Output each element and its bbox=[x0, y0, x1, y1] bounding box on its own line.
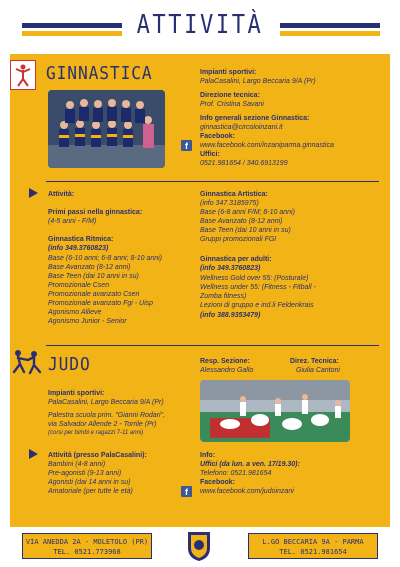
ginnastica-logo bbox=[10, 60, 36, 90]
judo-attivita-list bbox=[48, 460, 133, 496]
ginnastica-info-label: Info generali sezione Ginnastica: bbox=[200, 115, 310, 122]
ginnastica-facebook-label: Facebook: bbox=[200, 133, 236, 140]
ginnastica-adulti-info: (info 349.3760823) bbox=[200, 265, 261, 272]
ginnastica-attivita-label: Attività: bbox=[48, 191, 75, 198]
arrow-right-icon bbox=[29, 188, 38, 198]
ginnastica-artistica-list bbox=[200, 199, 295, 244]
ginnastica-divider bbox=[46, 181, 379, 182]
list-item: Gruppi promozionali FGI bbox=[200, 236, 277, 243]
footer-phone: TEL. 0521.981654 bbox=[279, 548, 347, 556]
list-item: Base Teen (dai 10 anni in su) bbox=[200, 227, 291, 234]
gymnast-icon bbox=[11, 61, 35, 89]
list-item: Promozionale avanzato Fgi - Uisp bbox=[48, 300, 154, 307]
footer-address-moletolo bbox=[22, 533, 152, 559]
list-item: Promozionale avanzato Csen bbox=[48, 291, 140, 298]
club-crest-icon bbox=[186, 530, 212, 562]
ginnastica-ritmica-label: Ginnastica Ritmica: bbox=[48, 236, 114, 243]
ginnastica-facebook-url[interactable]: www.facebook.com/inzaniparma.ginnastica bbox=[200, 142, 334, 149]
judo-uffici-label: Uffici (da lun. a ven. 17/19.30): bbox=[200, 461, 300, 468]
judo-telefono: Telefono: 0521.981654 bbox=[200, 470, 272, 477]
judo-direz-label: Direz. Tecnica: bbox=[290, 358, 339, 365]
ginnastica-primi-passi-value: (4-5 anni - F/M) bbox=[48, 218, 97, 225]
footer-address-parma bbox=[248, 533, 378, 559]
list-item: Base Avanzato (8-12 anni) bbox=[200, 218, 283, 225]
list-item: Base (6-10 anni; 6-8 anni; 8-10 anni) bbox=[48, 255, 163, 262]
list-item: Agonismo Allieve bbox=[48, 309, 102, 316]
judo-palestra-line1: Palestra scuola prim. "Gianni Rodari", bbox=[48, 412, 166, 419]
ginnastica-direzione-label: Direzione tecnica: bbox=[200, 92, 260, 99]
judo-attivita-label: Attività (presso PalaCasalini): bbox=[48, 452, 147, 459]
judo-direz-value: Giulia Cantoni bbox=[296, 367, 340, 374]
list-item: Base Teen (dai 10 anni in su) bbox=[48, 273, 139, 280]
ginnastica-impianti-value: PalaCasalini, Largo Beccaria 9/A (Pr) bbox=[200, 78, 316, 85]
list-item: Lezioni di gruppo e ind.li Feldenkrais bbox=[200, 302, 314, 309]
judo-impianti-value: PalaCasalini, Largo Beccaria 9/A (Pr) bbox=[48, 399, 164, 406]
list-item: Wellness Gold over 55: (Posturale) bbox=[200, 275, 309, 282]
list-item: Base (6-8 anni F/M; 8-10 anni) bbox=[200, 209, 295, 216]
ginnastica-title: GINNASTICA bbox=[46, 63, 153, 84]
ginnastica-primi-passi-label: Primi passi nella ginnastica: bbox=[48, 209, 143, 216]
judo-icon bbox=[8, 348, 44, 376]
judo-divider bbox=[46, 345, 379, 346]
judo-resp-value: Alessandro Gallo bbox=[200, 367, 254, 374]
arrow-right-icon bbox=[29, 449, 38, 459]
judo-facebook-label: Facebook: bbox=[200, 479, 236, 486]
list-item: Agonisti (dai 14 anni in su) bbox=[48, 479, 131, 486]
ginnastica-uffici-phone: 0521.981654 / 340.6913199 bbox=[200, 160, 288, 167]
judo-title: JUDO bbox=[48, 354, 91, 375]
list-item: Bambini (4-8 anni) bbox=[48, 461, 106, 468]
list-item: Promozionale Csen bbox=[48, 282, 110, 289]
list-item: Agonismo Junior - Senior bbox=[48, 318, 127, 325]
ginnastica-impianti-label: Impianti sportivi: bbox=[200, 69, 257, 76]
list-item: Amatoriale (per tutte le età) bbox=[48, 488, 133, 495]
judo-info-label: Info: bbox=[200, 452, 216, 459]
ginnastica-direzione-value: Prof. Cristina Savani bbox=[200, 101, 264, 108]
judo-resp-label: Resp. Sezione: bbox=[200, 358, 250, 365]
list-item: Base Avanzato (8-12 anni) bbox=[48, 264, 131, 271]
page-header bbox=[0, 0, 400, 50]
judo-impianti-label: Impianti sportivi: bbox=[48, 390, 105, 397]
ginnastica-adulti-info2: (info 388.9353479) bbox=[200, 312, 261, 319]
list-item: Pre-agonisti (9-13 anni) bbox=[48, 470, 122, 477]
ginnastica-ritmica-list bbox=[48, 254, 162, 326]
footer-address: L.GO BECCARIA 9A - PARMA bbox=[262, 538, 364, 546]
ginnastica-adulti-label: Ginnastica per adulti: bbox=[200, 256, 272, 263]
ginnastica-uffici-label: Uffici: bbox=[200, 151, 220, 158]
ginnastica-adulti-list bbox=[200, 274, 316, 310]
ginnastica-team-photo bbox=[48, 90, 165, 168]
list-item: (info 347.3185975) bbox=[200, 200, 259, 207]
page-title: ATTIVITÀ bbox=[136, 10, 264, 40]
ginnastica-artistica-label: Ginnastica Artistica: bbox=[200, 191, 268, 198]
footer-address: VIA ANEDDA 2A - MOLETOLO (PR) bbox=[25, 538, 149, 546]
list-item: Wellness under 55: (Fitness - Fitball - bbox=[200, 284, 316, 291]
judo-training-photo bbox=[200, 380, 350, 442]
ginnastica-ritmica-info: (info 349.3760823) bbox=[48, 245, 109, 252]
facebook-icon[interactable]: f bbox=[181, 140, 192, 151]
judo-palestra-line3: (corsi per bimbi e ragazzi 7-11 anni) bbox=[48, 430, 144, 436]
list-item: Zumba fitness) bbox=[200, 293, 247, 300]
facebook-icon[interactable]: f bbox=[181, 486, 192, 497]
footer-phone: TEL. 0521.773968 bbox=[53, 548, 121, 556]
judo-facebook-url[interactable]: www.facebook.com/judoinzani bbox=[200, 488, 294, 495]
ginnastica-info-email[interactable]: ginnastica@circoloinzani.it bbox=[200, 124, 283, 131]
judo-palestra-line2: via Salvador Allende 2 - Torrile (Pr) bbox=[48, 421, 157, 428]
